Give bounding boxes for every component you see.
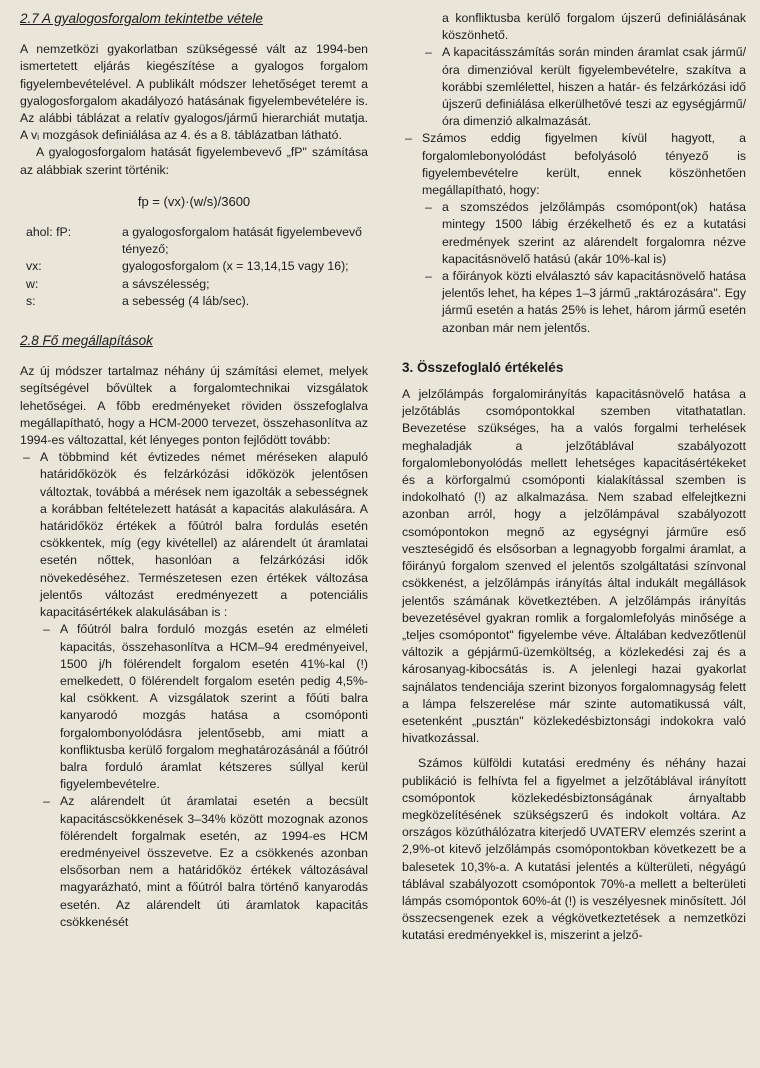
list-item: – A többmind két évtizedes német méréseken alapuló határidőközök és felzárkózási időközök jelentősen változtak, továbbá a mérések nem igazolták a sebességnek a korábban feltételezett hatását a kapacitás alakulására. A határidőköz értékek a főútról balra fordulás esetén csökkentek, míg (egy kivétellel) az alárendelt út áramlatai esetén nőttek, hasonlóan a felzárkózási idők növekedéséhez. Természetesen ezen értékek változása jelentős változást eredményezett a potenciális kapacitásértékek alakulásában is : – A főútról balra forduló mozgás esetén az elméleti kapacitás, összehasonlítva a HCM–94 eredményeivel, 1500 j/h fölérendelt forgalom esetén 41%-kal (!) emelkedett, 0 fölérendelt forgalom esetén pedig 4,5%-kal csökkent. A vizsgálatok szerint a főúti balra kanyarodó mozgás hatása a csomóponti forgalombonyolódásra jelentősebb, ami miatt a konfliktusba kerülő forgalom meghatározásánál a főútról balra forduló áramlat kétszeres súllyal kerül figyelembevételre. – Az alárendelt út áramlatai esetén a becsült kapacitáscsökkenések 3–34% között mozognak azonos fölérendelt forgalmak esetén, az 1994-es HCM eredményeivel összevetve. Ez a csökkenés azonban elsősorban nem a határidőköz értékek változásával magyarázható, mint a főútról balra történő kanyarodás esetén. Az alárendelt úti áramlatok kapacitás csökkenését bbox=[20, 449, 368, 931]
list-item: – Számos eddig figyelmen kívül hagyott, a forgalomlebonyolódást befolyásoló tényező is figyelembevételre került, ennek köszönhetően megállapítható, hogy: – a szomszédos jelzőlámpás csomópont(ok) hatása mintegy 1500 lábig érzékelhető és ez a kutatási eredmények szerint az alárendelt forgalomra nézve kapacitásnövelő hatású (akár 10%-kal is) – a főirányok közti elválasztó sáv kapacitásnövelő hatása jelentős lehet, ha képes 1–3 jármű „raktározására". Egy jármű esetén a hatás 25% is lehet, három jármű esetén azonban már nem jelentős. bbox=[402, 130, 746, 336]
formula: fp = (vx)·(w/s)/3600 bbox=[137, 193, 251, 209]
definition-term: ahol: fP: bbox=[26, 225, 72, 240]
definition-desc: a sávszélesség; bbox=[122, 276, 210, 291]
section-heading-2-8: 2.8 Fő megállapítások bbox=[20, 333, 153, 349]
definition-row bbox=[20, 293, 368, 310]
section-heading-3: 3. Összefoglaló értékelés bbox=[402, 359, 564, 375]
list bbox=[20, 449, 368, 931]
list bbox=[402, 44, 746, 130]
sublist bbox=[40, 621, 368, 931]
list-item: – a főirányok közti elválasztó sáv kapacitásnövelő hatása jelentős lehet, ha képes 1–3 jármű „raktározására". Egy jármű esetén a hatás 25% is lehet, három jármű esetén azonban már nem jelentős. bbox=[422, 268, 746, 337]
paragraph-continuation: a konfliktusba kerülő forgalom újszerű definiálásának köszönhető. bbox=[442, 11, 746, 43]
definition-desc: gyalogosforgalom (x = 13,14,15 vagy 16); bbox=[122, 259, 349, 274]
paragraph: A nemzetközi gyakorlatban szükségessé vált az 1994-ben ismertetett eljárás kiegészítése a gyalogos forgalom figyelembevételével. A publikált módszer lehetőséget teremt a gyalogosforgalom akadályozó hatásának figyelembevételére is. Az alábbi táblázat a relatív gyalogos/jármű hierarchiát mutatja. A vᵢ mozgások definiálása az 4. és a 8. táblázatban látható. bbox=[20, 42, 368, 143]
definition-list bbox=[20, 224, 368, 310]
sublist bbox=[422, 199, 746, 337]
list-item: – A főútról balra forduló mozgás esetén az elméleti kapacitás, összehasonlítva a HCM–94 eredményeivel, 1500 j/h fölérendelt forgalom esetén 41%-kal (!) emelkedett, 0 fölérendelt forgalom esetén pedig 4,5%-kal csökkent. A vizsgálatok szerint a főúti balra kanyarodó mozgás hatása a csomóponti forgalombonyolódásra jelentősebb, ami miatt a konfliktusba kerülő forgalom meghatározásánál a főútról balra forduló áramlat kétszeres súllyal kerül figyelembevételre. bbox=[40, 621, 368, 793]
paragraph: Az új módszer tartalmaz néhány új számítási elemet, melyek segítségével bővültek a forgalomtechnikai vizsgálatok lehetőségei. A főbb eredményeket röviden összefoglalva megállapítható, hogy a HCM-2000 tervezet, összehasonlítva az 1994-es változattal, két lényeges ponton fejlődött tovább: bbox=[20, 364, 368, 448]
definition-desc: a gyalogosforgalom hatását figyelembevevő tényező; bbox=[122, 225, 362, 257]
paragraph: A gyalogosforgalom hatását figyelembevevő „fP" számítása az alábbiak szerint történik: bbox=[20, 145, 368, 177]
paragraph: A jelzőlámpás forgalomirányítás kapacitásnövelő hatása a jelzőtáblás csomópontokkal szemben vitathatatlan. Bevezetése szükséges, ha a valós forgalmi terhelések meghaladják a jelzőtáblával szabályozott forgalomlebonyolódás mellett lehetséges kapacitásértékeket és a körforgalmú csomóponti kialakítással szemben is indokolható (!) az alkalmazása. Nem szabad elfelejtkezni azonban arról, hogy a jelzőlámpával szabályozott csomópontokon megnő az egységnyi járműre eső veszteségidő és elsősorban a legnagyobb forgalmi áramlat, a főirányú forgalom szenved el jelentős szolgáltatási színvonal csökkenést, a jelzőlámpás irányítás által indukált megállások jelentős számának következtében. A jelzőlámpás irányítás bevezetésével gyakran romlik a forgalomlefolyás minősége a „teljes csomópontot" figyelembe véve. Általában kedvezőtlenül változik a gépjármű-üzemköltség, a közlekedési zaj és a károsanyag-kibocsátás is. A jelenlegi hazai gyakorlat sajnálatos tendenciája szerint bizonyos forgalomnagyság felett a lámpa felszerelése már szinte automatikussá vált, esetenként „pusztán" közlekedésbiztonsági indokokra való hivatkozással. bbox=[402, 387, 746, 746]
definition-term: w: bbox=[26, 276, 39, 291]
left-column bbox=[20, 10, 368, 931]
definition-row bbox=[20, 276, 368, 293]
list-item: – A kapacitásszámítás során minden áramlat csak jármű/óra dimenzióval került figyelembevételre, szakítva a korábbi szemlélettel, hiszen a határ- és felzárkózási idő újszerű definiálása elkerülhetővé teszi az egységjármű/óra dimenzió alkalmazását. bbox=[422, 44, 746, 130]
paragraph: Számos külföldi kutatási eredmény és néhány hazai publikáció is felhívta fel a figyelmet a jelzőtáblával irányított csomópontok közlekedésbiztonságának árnyaltabb megközelítésének szükségszerű és indokolt voltára. Az országos közúthálózatra kiterjedő UVATERV elemzés szerint a 2,9%-ot kitevő jelzőlámpás csomópontokban következett be a balesetek 10,3%-a. A kutatási jelentés a külterületi, négyágú táblával szabályozott csomópontok 70%-a mellett a belterületi lámpás csomópontok 60%-át (!) is veszélyesnek minősített. Jól összecsengenek ezek a végkövetkeztetések a nemzetközi kutatási eredményekkel is, miszerint a jelző- bbox=[402, 756, 746, 943]
section-heading-2-7: 2.7 A gyalogosforgalom tekintetbe vétele bbox=[20, 11, 263, 26]
definition-row bbox=[20, 224, 368, 258]
list-item: – Az alárendelt út áramlatai esetén a becsült kapacitáscsökkenések 3–34% között mozognak azonos fölérendelt forgalmak esetén, az 1994-es HCM eredményeivel összevetve. Ez a csökkenés azonban elsősorban nem a határidőköz értékek változásával magyarázható, mint a főútról balra történő kanyarodás esetén. Az alárendelt úti áramlatok kapacitás csökkenését bbox=[40, 793, 368, 931]
right-column bbox=[402, 10, 746, 945]
definition-term: s: bbox=[26, 293, 36, 308]
list-item: – a szomszédos jelzőlámpás csomópont(ok) hatása mintegy 1500 lábig érzékelhető és ez a kutatási eredmények szerint az alárendelt forgalomra nézve kapacitásnövelő hatású (akár 10%-kal is) bbox=[422, 199, 746, 268]
list bbox=[402, 130, 746, 336]
definition-row bbox=[20, 258, 368, 275]
definition-term: vx: bbox=[26, 259, 42, 274]
definition-desc: a sebesség (4 láb/sec). bbox=[122, 293, 250, 308]
